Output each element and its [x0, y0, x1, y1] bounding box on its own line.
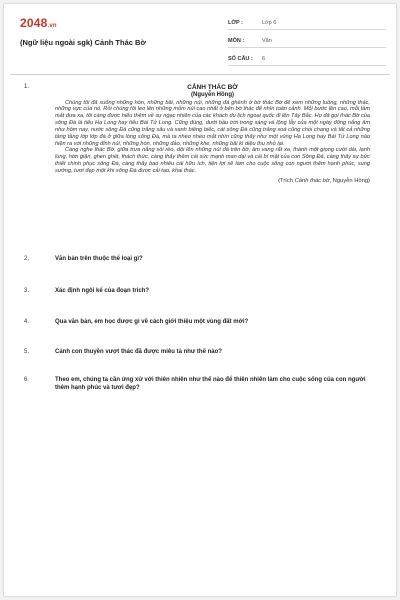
meta-row-class: [228, 17, 386, 30]
meta-info: [228, 17, 386, 71]
meta-row-subject: [228, 35, 386, 48]
question-text: Xác định ngôi kể của đoạn trích?: [55, 288, 150, 294]
citation-prefix: (Trích: [278, 177, 295, 184]
meta-label: LỚP :: [228, 20, 243, 26]
question-number: 2.: [24, 256, 30, 262]
question-number: 5.: [24, 349, 30, 355]
question-text: Theo em, chúng ta cần ứng xử với thiên nhiên như thế nào để thiên nhiên làm cho cuộc sống của con người thêm hạnh phúc và tươi đẹp?: [55, 377, 366, 391]
question-number: 3.: [24, 288, 30, 294]
logo-suffix: .vn: [47, 23, 57, 29]
worksheet-title: (Ngữ liệu ngoài sgk) Cảnh Thác Bờ: [20, 38, 146, 47]
meta-row-question-count: [228, 53, 386, 66]
question-number: 1.: [24, 84, 30, 90]
header-divider: [10, 74, 390, 75]
citation-work: Cảnh thác bờ: [294, 177, 330, 184]
meta-label: MÔN :: [228, 38, 245, 44]
passage-title: CẢNH THÁC BỜ: [187, 84, 238, 91]
passage-block: [55, 84, 370, 185]
meta-label: SỐ CÂU :: [228, 56, 253, 62]
logo-main: 2048: [20, 16, 48, 30]
question-number: 4.: [24, 319, 30, 325]
worksheet-page: [4, 4, 396, 596]
passage-citation: [55, 178, 370, 186]
site-logo[interactable]: [20, 16, 57, 30]
passage-paragraph: Chúng tôi đã xuống những hòn, những bãi, những núi, những đá ghềnh ở bờ thác Bờ để xem những luồng, những thác, những vực của nó. Rồi chúng tôi leo lên những mỏm núi cao nhất ở bên bờ thác để nhìn toàn cảnh. Mỗi bước lên cao, mỗi tầm mắt đưa xa, tôi càng được hiểu thêm về sự ngạc nhiên của các khách du lịch ngoại quốc đi lên Tây Bắc. Họ đã gọi thác Bờ của sông Đà là tiểu Hạ Long hay tiểu Bái Tử Long. Cũng đúng, dưới bầu trời trong sáng và lộng lẫy của một ngày đông nắng ấm như hôm nay, nước sông Đà cũng trắng sâu và xanh biêng biếc, cát sông Đà cũng trắng xoá cũng chói chang và tất cả những tầng tầng lớp lớp đá ở giữa lòng sông Đà, mà ta nheo nheo mắt nhìn cũng thấy như một vùng Hạ Long hay Bái Tử Long nào hiện ra với những đỉnh núi, những hòn, những đảo, những khe, những bãi kì diệu thu nhỏ lại.: [55, 99, 370, 147]
meta-value: Văn: [262, 38, 272, 44]
citation-suffix: , Nguyễn Hồng): [329, 177, 370, 184]
question-text: Cảnh con thuyền vượt thác đã được miêu tả như thế nào?: [55, 349, 222, 355]
passage-paragraph: Càng nghe thác Bờ, giữa trưa nắng sôi rèo, dội lên những núi đá trên bờ, âm vang rất xa, thành một giọng cười dài, lạnh lùng, hờn giận, ghen ghét, thách thức, càng thấy thêm cái sức mạnh man dại và cái bí mật của con Sông Đà, càng thấy sự bức thiết chinh phục sông Đà, càng thấy bao nhiêu cái hữu ích, tiện lợi sẽ làm cho cuộc sống con người thêm hạnh phúc, sung sướng, tươi đẹp một khi sông Đà được cải tạo, khai thác.: [55, 147, 370, 174]
question-number: 6.: [24, 377, 30, 383]
question-text: Văn bản trên thuộc thể loại gì?: [55, 256, 143, 262]
meta-value: Lớp 6: [262, 20, 277, 26]
meta-value: 6: [262, 56, 266, 62]
passage-author: (Nguyễn Hồng): [191, 92, 234, 99]
question-text: Qua văn bản, em học được gì về cách giới thiệu một vùng đất mới?: [55, 319, 249, 325]
